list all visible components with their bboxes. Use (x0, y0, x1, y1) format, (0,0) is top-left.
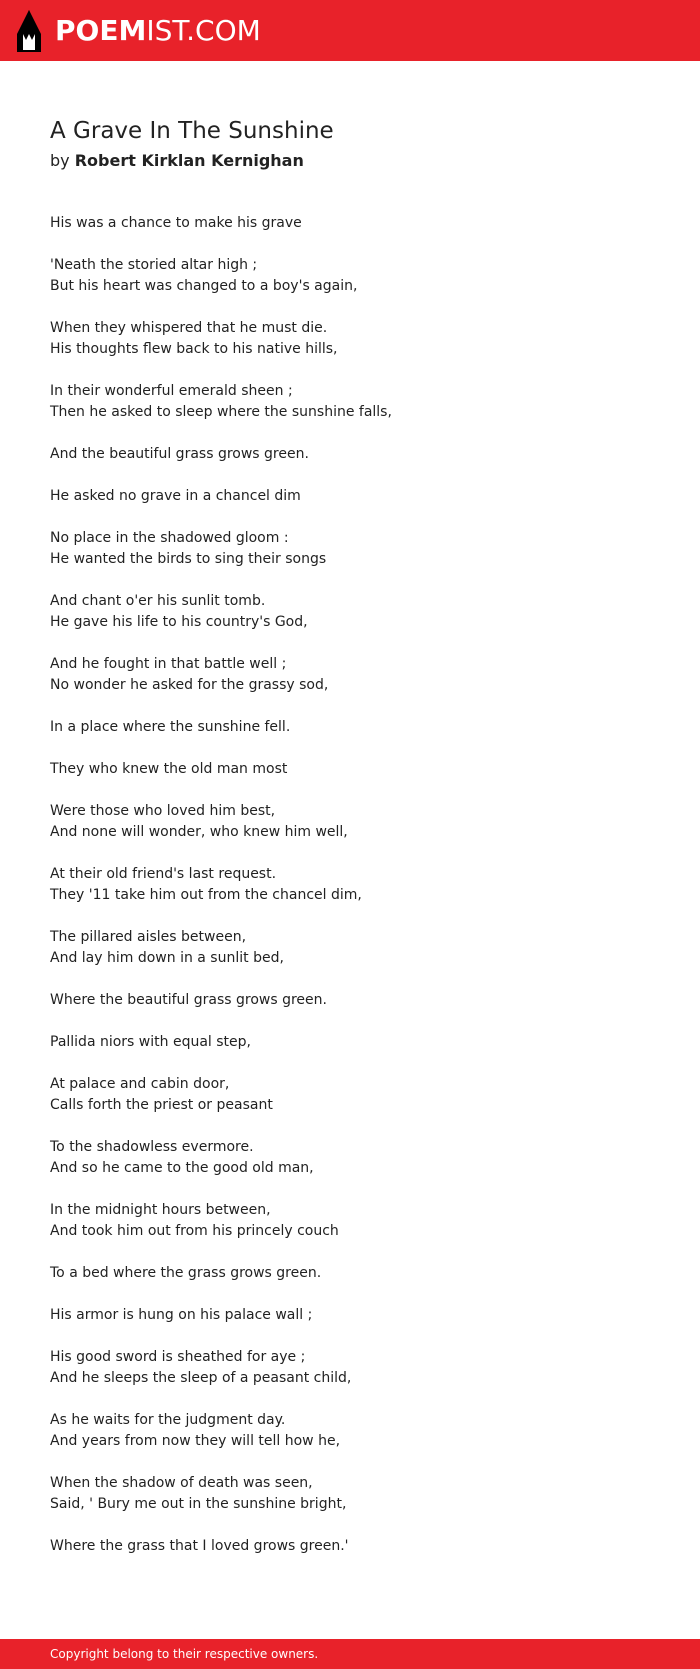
pencil-tip-icon (17, 10, 41, 52)
poem-article (50, 113, 670, 1578)
poem-line: And he fought in that battle well ; (50, 656, 287, 672)
poem-stanza (50, 717, 670, 738)
poem-line: And the beautiful grass grows green. (50, 446, 309, 462)
site-footer (0, 1639, 700, 1669)
poem-line: Then he asked to sleep where the sunshine falls, (50, 404, 392, 420)
poem-stanza (50, 1200, 670, 1242)
poem-line: Pallida niors with equal step, (50, 1034, 251, 1050)
poem-stanza (50, 1536, 670, 1557)
poem-stanza (50, 801, 670, 843)
poem-stanza (50, 1473, 670, 1515)
poem-stanza (50, 864, 670, 906)
poem-stanza (50, 1137, 670, 1179)
site-logo-text (55, 9, 261, 53)
logo-light-text: IST.COM (146, 14, 261, 47)
poem-line: He gave his life to his country's God, (50, 614, 308, 630)
poem-stanza (50, 1263, 670, 1284)
poem-line: 'Neath the storied altar high ; (50, 257, 258, 273)
poem-byline (50, 149, 670, 173)
poem-line: In their wonderful emerald sheen ; (50, 383, 293, 399)
byline-prefix: by (50, 151, 70, 170)
poem-line: And he sleeps the sleep of a peasant child, (50, 1370, 352, 1386)
poem-line: They '11 take him out from the chancel dim, (50, 887, 362, 903)
poem-line: He wanted the birds to sing their songs (50, 551, 327, 567)
poem-line: Said, ' Bury me out in the sunshine bright, (50, 1496, 347, 1512)
poem-line: No wonder he asked for the grassy sod, (50, 677, 329, 693)
poem-line: And so he came to the good old man, (50, 1160, 314, 1176)
poem-line: And took him out from his princely couch (50, 1223, 339, 1239)
poem-stanza (50, 318, 670, 360)
poem-line: To a bed where the grass grows green. (50, 1265, 322, 1281)
poem-stanza (50, 1305, 670, 1326)
poem-body (50, 213, 670, 1557)
poem-line: His was a chance to make his grave (50, 215, 302, 231)
poem-stanza (50, 486, 670, 507)
poem-stanza (50, 255, 670, 297)
poem-line: When the shadow of death was seen, (50, 1475, 313, 1491)
site-logo-link[interactable] (17, 9, 261, 53)
poem-line: To the shadowless evermore. (50, 1139, 254, 1155)
poem-line: Where the grass that I loved grows green.' (50, 1538, 349, 1554)
poem-author[interactable]: Robert Kirklan Kernighan (74, 151, 304, 170)
poem-line: In the midnight hours between, (50, 1202, 271, 1218)
poem-line: And chant o'er his sunlit tomb. (50, 593, 266, 609)
poem-stanza (50, 1410, 670, 1452)
poem-line: He asked no grave in a chancel dim (50, 488, 301, 504)
site-header (0, 0, 700, 61)
poem-line: His good sword is sheathed for aye ; (50, 1349, 306, 1365)
poem-stanza (50, 927, 670, 969)
poem-stanza (50, 990, 670, 1011)
poem-line: They who knew the old man most (50, 761, 288, 777)
poem-line: As he waits for the judgment day. (50, 1412, 286, 1428)
poem-title: A Grave In The Sunshine (50, 118, 334, 144)
poem-line: At palace and cabin door, (50, 1076, 230, 1092)
footer-copyright: Copyright belong to their respective owners. (50, 1647, 319, 1661)
poem-line: His armor is hung on his palace wall ; (50, 1307, 313, 1323)
poem-stanza (50, 213, 670, 234)
logo-bold-text: POEM (55, 14, 147, 47)
poem-line: His thoughts flew back to his native hills, (50, 341, 338, 357)
poem-line: In a place where the sunshine fell. (50, 719, 291, 735)
poem-stanza (50, 1074, 670, 1116)
poem-line: And years from now they will tell how he, (50, 1433, 341, 1449)
poem-line: Where the beautiful grass grows green. (50, 992, 327, 1008)
poem-line: The pillared aisles between, (50, 929, 247, 945)
poem-line: And none will wonder, who knew him well, (50, 824, 348, 840)
poem-stanza (50, 759, 670, 780)
poem-line: At their old friend's last request. (50, 866, 277, 882)
poem-line: But his heart was changed to a boy's again, (50, 278, 358, 294)
poem-stanza (50, 528, 670, 570)
poem-line: Were those who loved him best, (50, 803, 276, 819)
poem-stanza (50, 1347, 670, 1389)
poem-line: Calls forth the priest or peasant (50, 1097, 273, 1113)
poem-stanza (50, 444, 670, 465)
poem-line: No place in the shadowed gloom : (50, 530, 289, 546)
poem-stanza (50, 1032, 670, 1053)
poem-stanza (50, 591, 670, 633)
poem-stanza (50, 654, 670, 696)
poem-stanza (50, 381, 670, 423)
poem-line: When they whispered that he must die. (50, 320, 328, 336)
poem-line: And lay him down in a sunlit bed, (50, 950, 284, 966)
